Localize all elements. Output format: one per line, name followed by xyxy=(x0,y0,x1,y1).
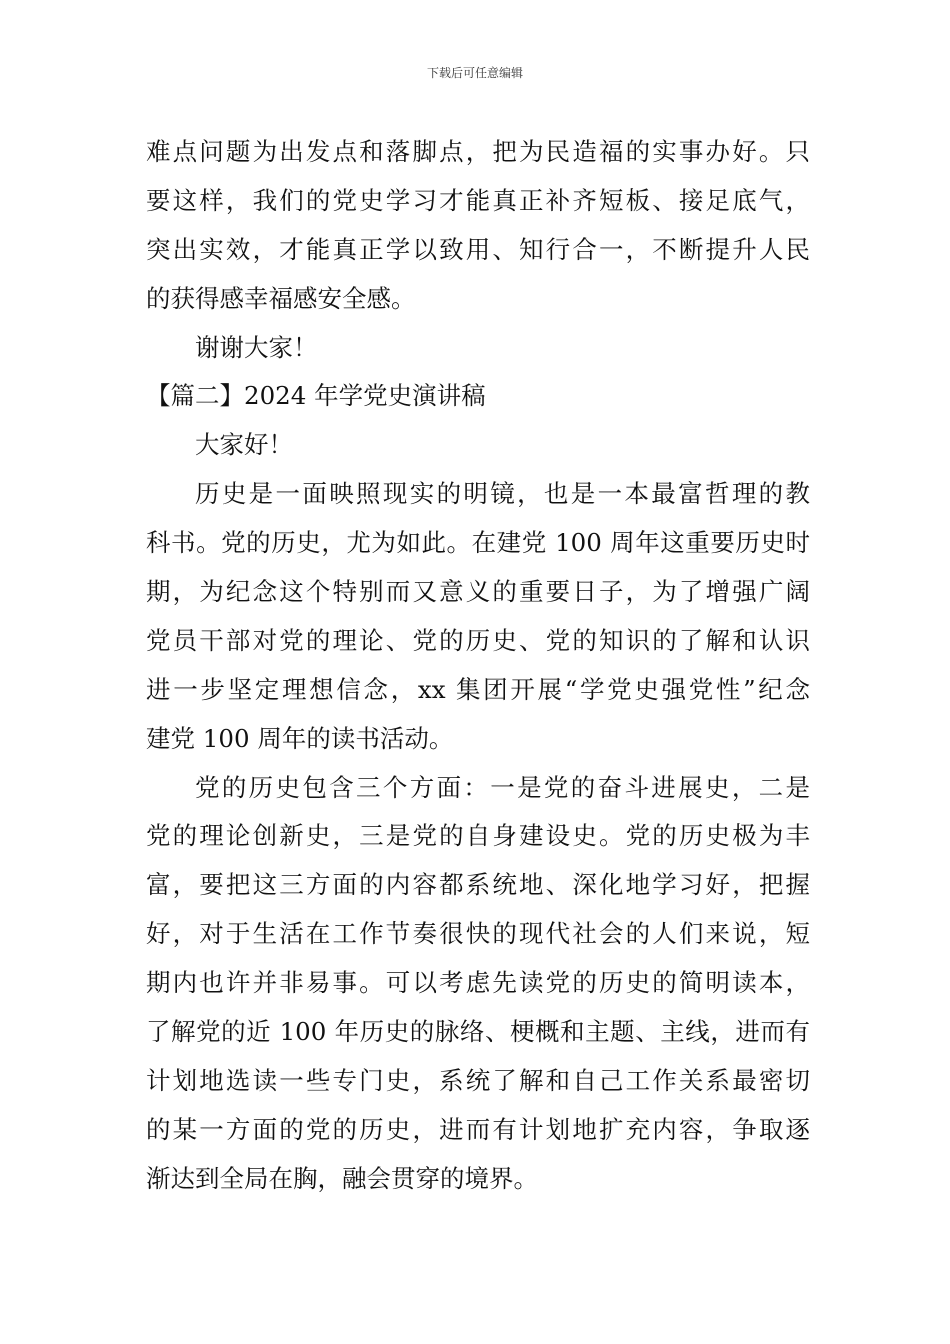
text-line: 期内也许并非易事。可以考虑先读党的历史的简明读本， xyxy=(146,968,810,998)
paragraph xyxy=(146,470,810,763)
page-header: 下载后可任意编辑 xyxy=(426,66,523,80)
document-body xyxy=(146,128,810,1204)
text-line: 党的历史包含三个方面：一是党的奋斗进展史，二是 xyxy=(195,772,810,802)
text-line: 大家好！ xyxy=(195,430,293,460)
text-line: 要这样，我们的党史学习才能真正补齐短板、接足底气， xyxy=(146,185,810,215)
paragraph xyxy=(146,128,810,324)
paragraph xyxy=(146,324,810,373)
text-line: 计划地选读一些专门史，系统了解和自己工作关系最密切 xyxy=(146,1065,810,1095)
text-line: 党员干部对党的理论、党的历史、党的知识的了解和认识 xyxy=(146,625,810,655)
text-line: 科书。党的历史，尤为如此。在建党 100 周年这重要历史时 xyxy=(146,528,810,558)
text-line: 谢谢大家！ xyxy=(195,332,318,362)
text-line: 历史是一面映照现实的明镜，也是一本最富哲理的教 xyxy=(195,479,810,509)
text-line: 建党 100 周年的读书活动。 xyxy=(146,723,454,753)
text-line: 富，要把这三方面的内容都系统地、深化地学习好，把握 xyxy=(146,870,810,900)
text-line: 【篇二】2024 年学党史演讲稿 xyxy=(146,381,486,411)
text-line: 期，为纪念这个特别而又意义的重要日子，为了增强广阔 xyxy=(146,577,810,607)
text-line: 党的理论创新史，三是党的自身建设史。党的历史极为丰 xyxy=(146,821,810,851)
text-line: 好，对于生活在工作节奏很快的现代社会的人们来说，短 xyxy=(146,919,810,949)
text-line: 进一步坚定理想信念，xx 集团开展“学党史强党性”纪念 xyxy=(146,674,810,704)
text-line: 了解党的近 100 年历史的脉络、梗概和主题、主线，进而有 xyxy=(146,1017,810,1047)
text-line: 的某一方面的党的历史，进而有计划地扩充内容，争取逐 xyxy=(146,1114,810,1144)
section-heading xyxy=(146,372,810,421)
text-line: 突出实效，才能真正学以致用、知行合一，不断提升人民 xyxy=(146,234,810,264)
paragraph xyxy=(146,421,810,470)
text-line: 的获得感幸福感安全感。 xyxy=(146,283,416,313)
paragraph xyxy=(146,764,810,1204)
text-line: 难点问题为出发点和落脚点，把为民造福的实事办好。只 xyxy=(146,137,810,166)
text-line: 渐达到全局在胸，融会贯穿的境界。 xyxy=(146,1163,538,1193)
